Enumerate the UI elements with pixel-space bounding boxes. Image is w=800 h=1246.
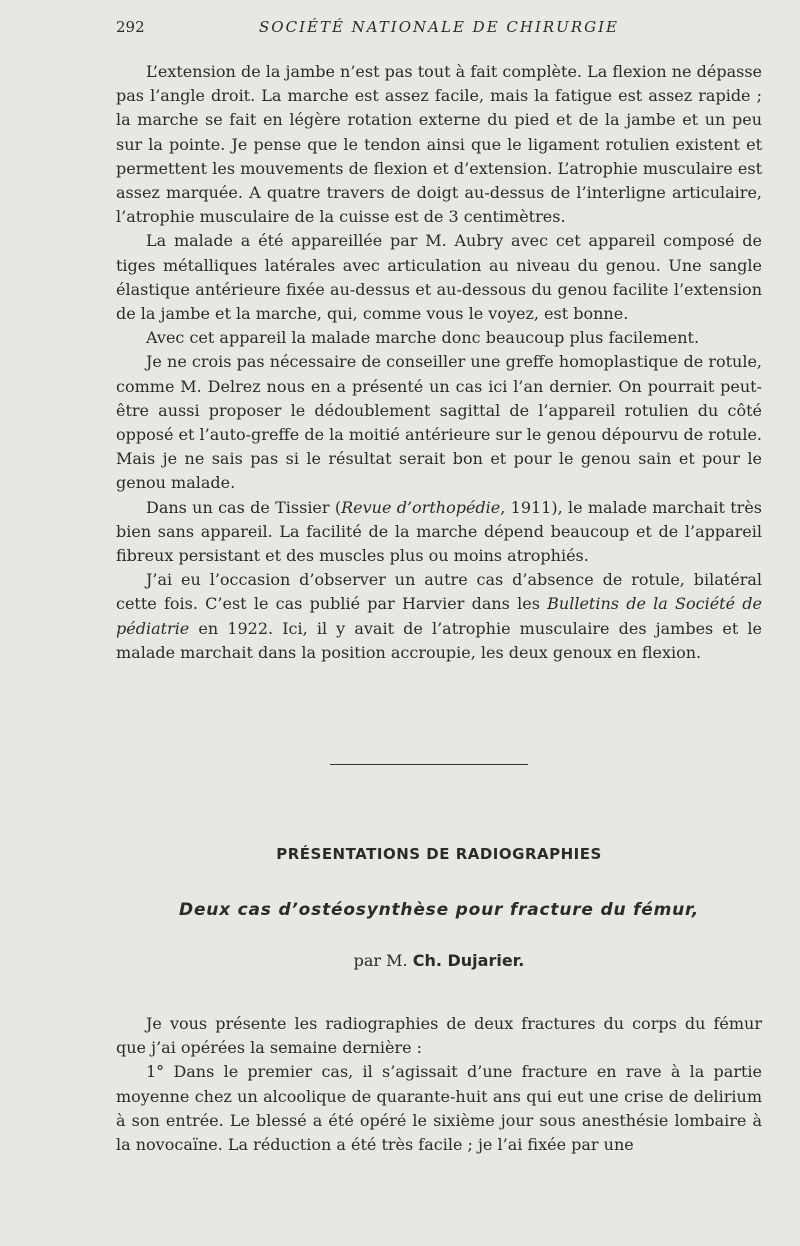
paragraph-text: , 1911), le malade marchait très bien sans appareil. La facilité de la marche dépend beaucoup et de l’appareil fibreux persistant et des muscles plus ou moins atrophiés.: [116, 497, 763, 566]
byline-prefix: par M.: [353, 951, 408, 970]
paragraph: L’extension de la jambe n’est pas tout à fait complète. La flexion ne dépasse pas l’angle droit. La marche est assez facile, mais la fatigue est assez rapide ; la marche se fait en légère rotation externe du pied et de la jambe et un peu sur la pointe. Je pense que le tendon ainsi que le ligament rotulien existent et permettent les mouvements de flexion et d’extension. L’atrophie musculaire est assez marquée. A quatre travers de doigt au-dessus de l’interligne articulaire, l’atrophie musculaire de la cuisse est de 3 centimètres.: [116, 62, 762, 227]
paragraph: 1° Dans le premier cas, il s’agissait d’une fracture en rave à la partie moyenne chez un alcoolique de quarante-huit ans qui eut une crise de delirium à son entrée. Le blessé a été opéré le sixième jour sous anesthésie lombaire à la novocaïne. La réduction a été très facile ; je l’ai fixée par une: [116, 1062, 762, 1155]
paragraph-text: en 1922. Ici, il y avait de l’atrophie musculaire des jambes et le malade marchait dans la position accroupie, les deux genoux en flexion.: [116, 618, 762, 662]
byline: [116, 951, 762, 970]
body-text: [116, 60, 762, 665]
page-number: 292: [116, 18, 145, 36]
article-body: [116, 1012, 762, 1157]
paragraph: [116, 496, 762, 569]
page-header: [116, 18, 762, 42]
section-divider: [330, 764, 528, 765]
paragraph: Je vous présente les radiographies de deux fractures du corps du fémur que j’ai opérées la semaine dernière :: [116, 1014, 762, 1058]
paragraph: La malade a été appareillée par M. Aubry avec cet appareil composé de tiges métalliques latérales avec articulation au niveau du genou. Une sangle élastique antérieure fixée au-dessus et au-dessous du genou facilite l’extension de la jambe et la marche, qui, comme vous le voyez, est bonne.: [116, 231, 762, 324]
paragraph: Avec cet appareil la malade marche donc beaucoup plus facilement.: [146, 328, 700, 348]
paragraph: [116, 568, 762, 665]
paragraph-text: Dans un cas de Tissier (: [146, 497, 342, 517]
journal-citation: Bulletins de la Société de pédiatrie: [116, 594, 763, 638]
article-title: Deux cas d’ostéosynthèse pour fracture du fémur,: [179, 900, 699, 920]
author-name: Ch. Dujarier.: [412, 951, 525, 970]
paragraph: Je ne crois pas nécessaire de conseiller une greffe homoplastique de rotule, comme M. Delrez nous en a présenté un cas ici l’an dernier. On pourrait peut-être aussi proposer le dédoublement sagittal de l’appareil rotulien du côté opposé et l’auto-greffe de la moitié antérieure sur le genou dépourvu de rotule. Mais je ne sais pas si le résultat serait bon et pour le genou sain et pour le genou malade.: [116, 352, 762, 493]
journal-citation: Revue d’orthopédie: [341, 497, 501, 517]
running-title: SOCIÉTÉ NATIONALE DE CHIRURGIE: [259, 18, 619, 36]
section-heading: PRÉSENTATIONS DE RADIOGRAPHIES: [276, 845, 602, 863]
paragraph-text: J’ai eu l’occasion d’observer un autre cas d’absence de rotule, bilatéral cette fois. C’est le cas publié par Harvier dans les: [116, 570, 762, 614]
